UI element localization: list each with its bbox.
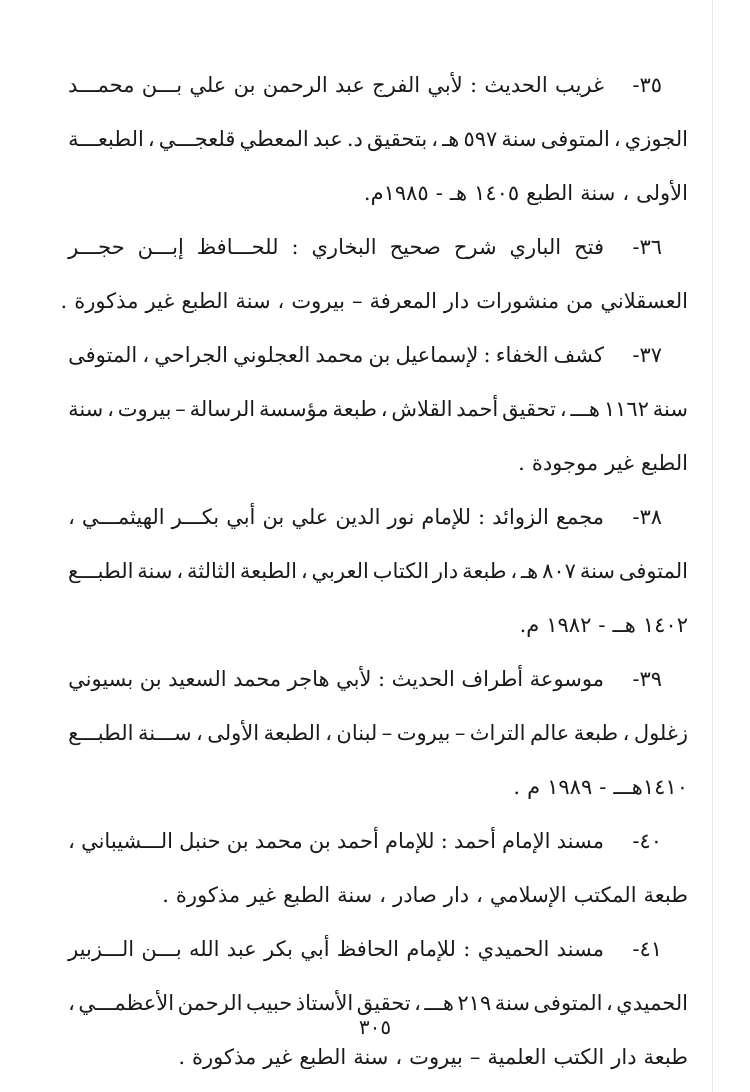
word: القلاش (391, 397, 453, 421)
word: الثالثة (187, 559, 236, 583)
word: ٢١٩ (457, 991, 492, 1015)
reference-text (68, 490, 604, 544)
word: للإمام (406, 937, 456, 961)
word: : (291, 235, 299, 259)
word: أحمد (453, 829, 496, 853)
word: ، (622, 721, 630, 745)
word: بسيوني (68, 667, 134, 691)
word: هـ (449, 181, 468, 205)
word: سنة (68, 397, 104, 421)
reference-line (68, 166, 688, 220)
word: مؤسسة (258, 397, 329, 421)
word: عالم (529, 721, 570, 745)
word: شرح (453, 235, 497, 259)
page-number: ٣٠٥ (358, 1015, 392, 1039)
word: سنة (579, 559, 616, 583)
word: الهيثمـــي (81, 505, 165, 529)
word: المكتب (573, 883, 637, 907)
reference-text (68, 868, 688, 922)
entry-number: ٣٧- (632, 343, 662, 367)
word: المتوفى (618, 559, 688, 583)
word: العربي (311, 559, 369, 583)
word: الطبـــع (68, 559, 134, 583)
word: غير (263, 1045, 293, 1069)
word: بـــن (141, 937, 182, 961)
word: غريب (554, 73, 604, 97)
word: الطبعـــة (68, 127, 144, 151)
word: طبعة (573, 721, 619, 745)
word: - (598, 613, 606, 637)
word: المتوفى (533, 991, 603, 1015)
reference-line (68, 544, 688, 598)
word: بيروت (409, 1045, 463, 1069)
word: . (518, 451, 525, 475)
word: الطبع (181, 289, 229, 313)
word: ، (277, 289, 285, 313)
word: صادر (393, 883, 437, 907)
word: هـ (521, 559, 539, 583)
word: طبعة (643, 1045, 688, 1069)
word: الطبعة (263, 721, 321, 745)
word: بكـــر (171, 505, 220, 529)
reference-text (68, 598, 688, 652)
reference-text (68, 706, 688, 760)
word: سنة (494, 991, 530, 1015)
word: لإسماعيل (395, 343, 479, 367)
word: ، (380, 397, 388, 421)
word: ٨٠٧ (542, 559, 576, 583)
word: الدين (335, 505, 381, 529)
reference-line (68, 490, 688, 544)
word: نور (387, 505, 415, 529)
entry-number: ٣٥- (632, 73, 662, 97)
word: . (513, 775, 521, 799)
reference-line (68, 436, 688, 490)
reference-line (68, 922, 688, 976)
word: ، (559, 397, 567, 421)
word: مذكورة (175, 883, 241, 907)
word: علي (291, 505, 329, 529)
word: الـــزبير (68, 937, 135, 961)
word: أبي (226, 505, 256, 529)
word: . (162, 883, 169, 907)
word: للإمام (384, 829, 435, 853)
word: تحقيق (356, 991, 411, 1015)
word: التراث (469, 721, 526, 745)
word: ، (395, 1045, 403, 1069)
word: الباري (509, 235, 562, 259)
word: بيروت (396, 721, 451, 745)
word: . (178, 1045, 186, 1069)
word: الأستاذ (295, 991, 354, 1015)
reference-line (68, 112, 688, 166)
word: قلعجـــي (158, 127, 236, 151)
word: الأولى (636, 181, 688, 205)
word: هـــ (424, 991, 454, 1015)
word: دار (443, 289, 470, 313)
word: ، (142, 343, 150, 367)
word: محمد (233, 667, 282, 691)
word: بن (139, 667, 162, 691)
word: بيروت (291, 289, 346, 313)
word: بن (262, 505, 285, 529)
reference-line (68, 814, 688, 868)
reference-entry (60, 220, 688, 328)
word: ، (68, 829, 75, 853)
word: ، (196, 721, 203, 745)
word: الأولى (207, 721, 260, 745)
word: ١١٦٢ (603, 397, 649, 421)
reference-entry (68, 922, 688, 1084)
word: بـــن (141, 73, 183, 97)
word: مسند (556, 829, 604, 853)
word: – (469, 1045, 481, 1069)
word: هـ (442, 127, 460, 151)
word: – (381, 721, 393, 745)
word: أطراف (461, 667, 524, 691)
word: د. (346, 127, 363, 151)
word: ، (414, 991, 421, 1015)
reference-entry (68, 58, 688, 220)
word: ســـنة (137, 721, 192, 745)
word: مجمع (555, 505, 604, 529)
word: الجوزي (624, 127, 688, 151)
word: : (440, 829, 448, 853)
page-edge-line (712, 0, 713, 1092)
word: الله (189, 937, 220, 961)
reference-line (68, 598, 688, 652)
word: ، (431, 127, 439, 151)
reference-text (68, 922, 604, 976)
word: بن (233, 73, 256, 97)
word: الحديث (391, 667, 455, 691)
word: ، (325, 721, 332, 745)
reference-line (68, 652, 688, 706)
word: مذكورة (74, 289, 139, 313)
word: محمد (315, 343, 364, 367)
word: الطبع (641, 451, 688, 475)
word: الفرج (372, 73, 421, 97)
reference-text (68, 652, 604, 706)
word: المتوفى (68, 343, 138, 367)
word: بن (308, 829, 331, 853)
word: غير (145, 289, 175, 313)
reference-text (68, 814, 604, 868)
word: الكتب (553, 1045, 605, 1069)
word: ١٩٨٥م. (363, 181, 429, 205)
word: ، (68, 991, 75, 1015)
word: للحـــافظ (196, 235, 279, 259)
word: سنة (652, 397, 688, 421)
word: صحيح (389, 235, 441, 259)
word: الطبعة (239, 559, 298, 583)
word: دار (443, 883, 470, 907)
word: – (352, 289, 363, 313)
word: المتوفى (540, 127, 610, 151)
word: ، (300, 559, 308, 583)
word: علي (189, 73, 227, 97)
word: ١٤١٠هـــ (613, 775, 688, 799)
word: دار (432, 559, 459, 583)
word: م. (519, 613, 540, 637)
word: طبعة (462, 559, 507, 583)
word: بتحقيق (366, 127, 428, 151)
word: الإمام (502, 829, 551, 853)
reference-text (68, 112, 688, 166)
word: : (378, 667, 386, 691)
word: الحافظ (336, 937, 400, 961)
word: هـــ (570, 397, 600, 421)
word: المعرفة (369, 289, 437, 313)
reference-entry (68, 652, 688, 814)
reference-text (68, 544, 688, 598)
word: : (483, 343, 491, 367)
word: ، (68, 505, 75, 529)
word: أحمد (336, 829, 379, 853)
word: الرسالة (189, 397, 256, 421)
word: بن (226, 829, 249, 853)
word: حجـــر (68, 235, 125, 259)
word: البخاري (311, 235, 377, 259)
word: مذكورة (192, 1045, 257, 1069)
word: ، (613, 127, 621, 151)
word: الخفاء (495, 343, 549, 367)
word: الكتاب (372, 559, 430, 583)
word: ، (147, 127, 155, 151)
word: - (599, 775, 607, 799)
word: الطبع (299, 1045, 347, 1069)
word: : (478, 505, 486, 529)
word: دار (611, 1045, 637, 1069)
reference-text (68, 760, 688, 814)
reference-entry (68, 814, 688, 922)
reference-line (68, 382, 688, 436)
word: : (470, 73, 478, 97)
word: طبعة (332, 397, 377, 421)
word: الـــشيباني (81, 829, 173, 853)
entry-number: ٣٩- (632, 667, 662, 691)
word: سنة (501, 127, 537, 151)
word: غير (247, 883, 277, 907)
word: من (566, 289, 594, 313)
reference-line (68, 760, 688, 814)
word: الأعظمـــي (78, 991, 175, 1015)
word: منشورات (476, 289, 560, 313)
entry-number: ٤١- (632, 937, 662, 961)
word: عبد (312, 127, 343, 151)
word: الزوائد (492, 505, 549, 529)
word: ١٤٠٢ (642, 613, 688, 637)
word: الرحمن (262, 73, 328, 97)
word: الجراحي (154, 343, 228, 367)
reference-line (68, 58, 688, 112)
word: ، (107, 397, 114, 421)
word: لبنان (336, 721, 378, 745)
word: العسقلاني (600, 289, 688, 313)
word: الحميدي (616, 991, 688, 1015)
word: العجلوني (233, 343, 311, 367)
word: : (463, 937, 471, 961)
reference-line (68, 220, 688, 274)
word: ١٩٨٩ (547, 775, 593, 799)
word: الطبع (526, 181, 574, 205)
word: بكر (264, 937, 294, 961)
word: موسوعة (529, 667, 604, 691)
word: أحمد (456, 397, 499, 421)
word: طبعة (643, 883, 688, 907)
word: أبي (300, 937, 330, 961)
entry-number: ٣٦- (632, 235, 662, 259)
word: بيروت (117, 397, 172, 421)
word: محمد (254, 829, 303, 853)
reference-line (60, 274, 688, 328)
word: فتح (574, 235, 604, 259)
reference-entry (68, 490, 688, 652)
word: سنة (137, 559, 173, 583)
word: ، (379, 883, 387, 907)
word: ، (176, 559, 184, 583)
word: ١٤٠٥ (474, 181, 520, 205)
word: الحديث (484, 73, 548, 97)
word: ، (476, 883, 483, 907)
word: زغلول (633, 721, 688, 745)
word: عبد (226, 937, 257, 961)
word: غير (605, 451, 635, 475)
reference-line (68, 328, 688, 382)
word: ٥٩٧ (463, 127, 498, 151)
word: بن (368, 343, 391, 367)
word: حنبل (179, 829, 221, 853)
word: عبد (334, 73, 365, 97)
word: العلمية (487, 1045, 547, 1069)
reference-text (68, 166, 688, 220)
reference-text (68, 382, 688, 436)
word: - (435, 181, 443, 205)
word: ، (510, 559, 518, 583)
word: موجودة (531, 451, 599, 475)
reference-text (54, 274, 689, 328)
word: سنة (580, 181, 616, 205)
word: الإسلامي (489, 883, 567, 907)
word: للإمام (421, 505, 471, 529)
word: ، (622, 181, 630, 205)
word: محمـــد (68, 73, 135, 97)
reference-line (68, 706, 688, 760)
word: م (527, 775, 541, 799)
word: هــ (612, 613, 636, 637)
word: السعيد (168, 667, 227, 691)
word: لأبي (336, 667, 372, 691)
word: سنة (235, 289, 271, 313)
word: سنة (337, 883, 373, 907)
word: الحميدي (477, 937, 550, 961)
reference-line (68, 868, 688, 922)
references-page (60, 58, 688, 1084)
entry-number: ٣٨- (632, 505, 662, 529)
word: ١٩٨٢ (546, 613, 592, 637)
word: الرحمن (177, 991, 243, 1015)
word: المعطي (239, 127, 309, 151)
word: ، (606, 991, 613, 1015)
word: كشف (553, 343, 604, 367)
word: الطبـــع (68, 721, 134, 745)
reference-text (68, 58, 604, 112)
reference-entry (68, 328, 688, 490)
word: سنة (353, 1045, 389, 1069)
word: الطبع (283, 883, 331, 907)
reference-text (68, 220, 604, 274)
entry-number: ٤٠- (632, 829, 662, 853)
word: – (454, 721, 466, 745)
word: . (60, 289, 68, 313)
word: حبيب (246, 991, 293, 1015)
word: لأبي (427, 73, 463, 97)
reference-text (68, 328, 604, 382)
word: مسند (556, 937, 604, 961)
word: إبـــن (137, 235, 184, 259)
reference-text (68, 436, 688, 490)
word: تحقيق (502, 397, 556, 421)
word: – (175, 397, 186, 421)
word: هاجر (287, 667, 330, 691)
